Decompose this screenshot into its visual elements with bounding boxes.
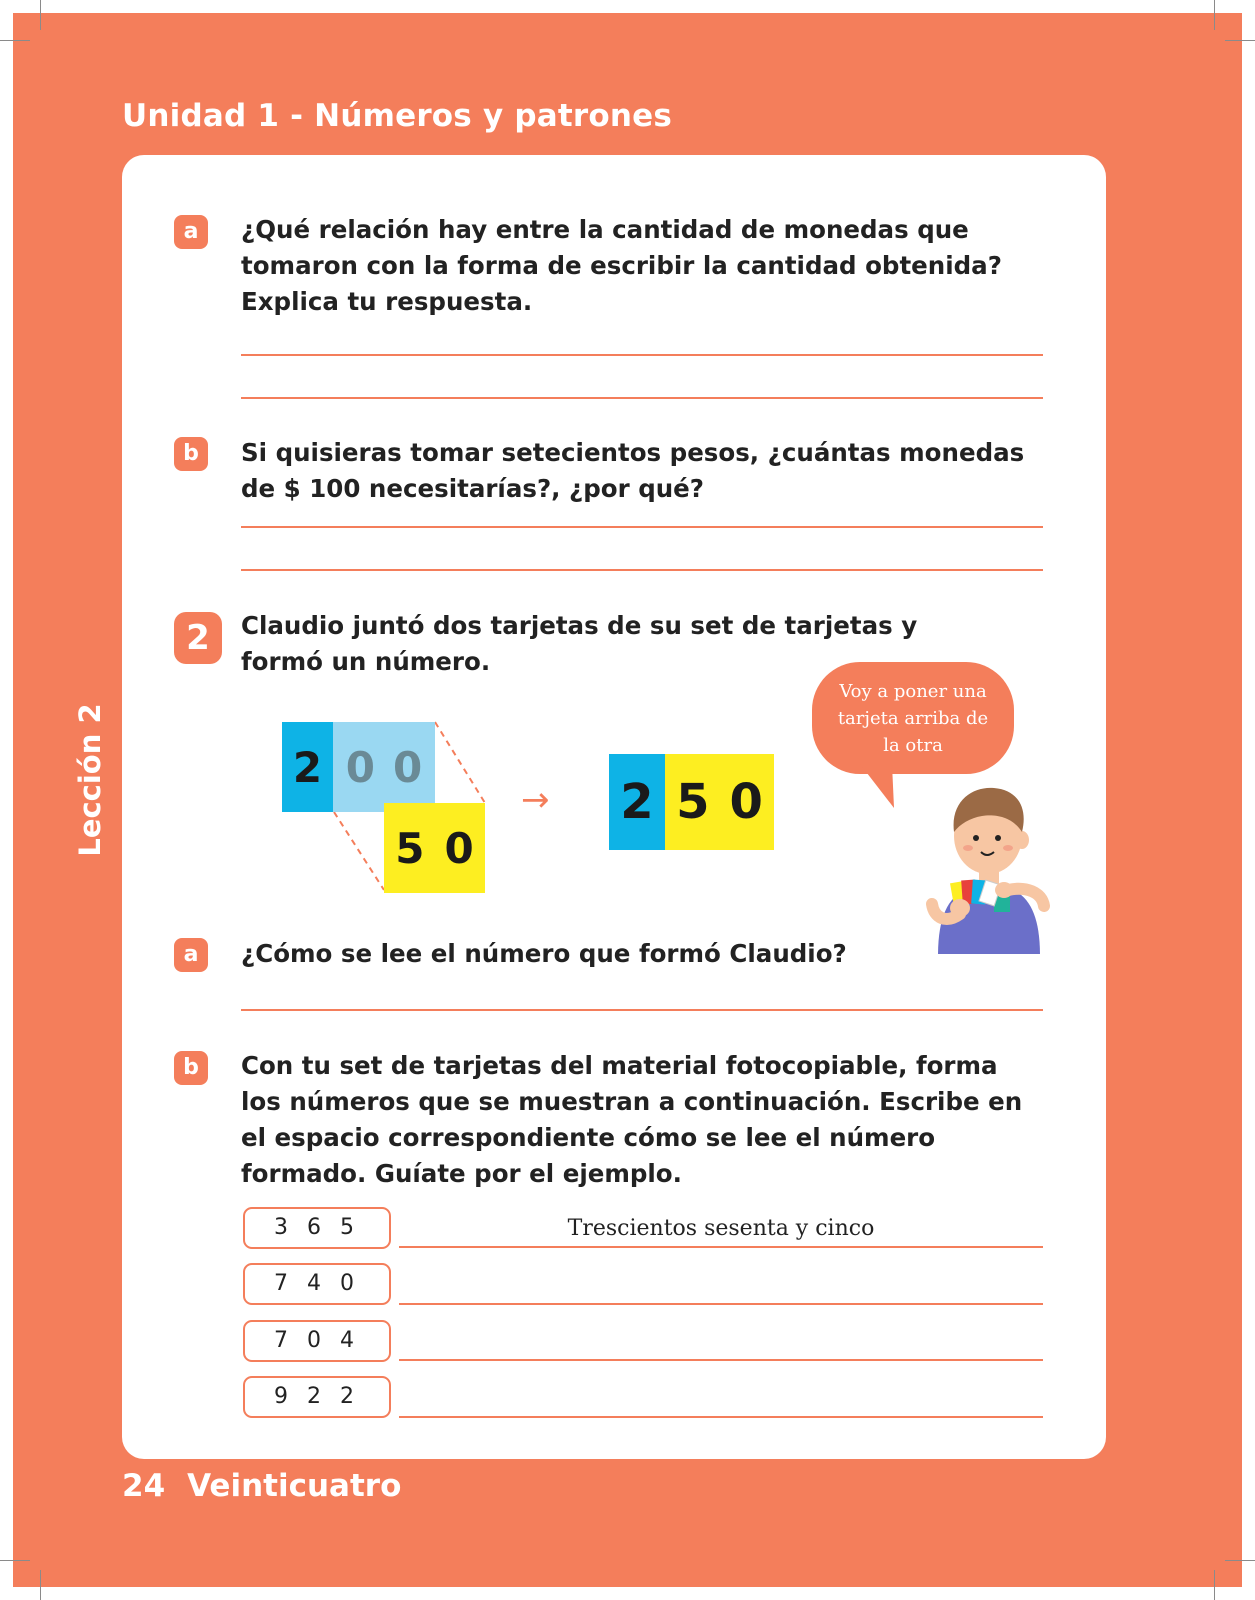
example-answer: Trescientos sesenta y cinco [567, 1216, 875, 1241]
lesson-side-label: Lección 2 [73, 703, 107, 857]
question-2-text: Claudio juntó dos tarjetas de su set de tarjetas y formó un número. [241, 611, 918, 676]
number-box: 7 0 4 [243, 1320, 391, 1362]
badge-a: a [174, 215, 208, 249]
result-yellow-part [665, 754, 774, 850]
page-footer [122, 1468, 401, 1504]
badge-a: a [174, 938, 208, 972]
speech-text: Voy a poner una tarjeta arriba de la otra [837, 680, 989, 756]
card-200-digit-2: 0 [345, 742, 375, 792]
question-2b-text: Con tu set de tarjetas del material fotocopiable, forma los números que se muestran a continuación. Escribe en el espacio correspondiente cómo se lee el número formado. Guíate por el ejemplo. [241, 1051, 1023, 1188]
question-1b-text: Si quisieras tomar setecientos pesos, ¿cuántas monedas de $ 100 necesitarías?, ¿por qué? [241, 438, 1025, 503]
answer-line[interactable] [399, 1359, 1043, 1361]
speech-bubble [812, 662, 1014, 774]
card-200-light-part [333, 722, 435, 812]
card-50-digit-2: 0 [444, 823, 474, 873]
answer-line[interactable] [399, 1246, 1043, 1248]
question-1a-text: ¿Qué relación hay entre la cantidad de monedas que tomaron con la forma de escribir la cantidad obtenida? Explica tu respuesta. [241, 215, 1002, 316]
result-digit-1: 2 [609, 754, 665, 850]
answer-line[interactable] [399, 1416, 1043, 1418]
badge-b: b [174, 437, 208, 471]
arrow-icon: → [521, 780, 550, 820]
number-box: 9 2 2 [243, 1376, 391, 1418]
card-200-digit-3: 0 [393, 742, 423, 792]
number-box: 7 4 0 [243, 1263, 391, 1305]
boy-illustration [924, 786, 1054, 954]
number-box: 3 6 5 [243, 1207, 391, 1249]
answer-line[interactable] [241, 1009, 1043, 1011]
card-50-digit-1: 5 [395, 823, 425, 873]
speech-bubble-tail [860, 764, 900, 812]
question-2a-text: ¿Cómo se lee el número que formó Claudio? [241, 939, 847, 968]
card-200-digit-1: 2 [282, 722, 333, 812]
answer-line[interactable] [399, 1303, 1043, 1305]
result-digit-3: 0 [729, 774, 763, 830]
page-word: Veinticuatro [187, 1468, 402, 1504]
unit-title: Unidad 1 - Números y patrones [122, 98, 673, 134]
result-digit-2: 5 [676, 774, 710, 830]
question-2-number: 2 [174, 612, 222, 664]
card-50 [384, 803, 485, 893]
badge-b: b [174, 1051, 208, 1085]
page-number: 24 [122, 1468, 166, 1504]
